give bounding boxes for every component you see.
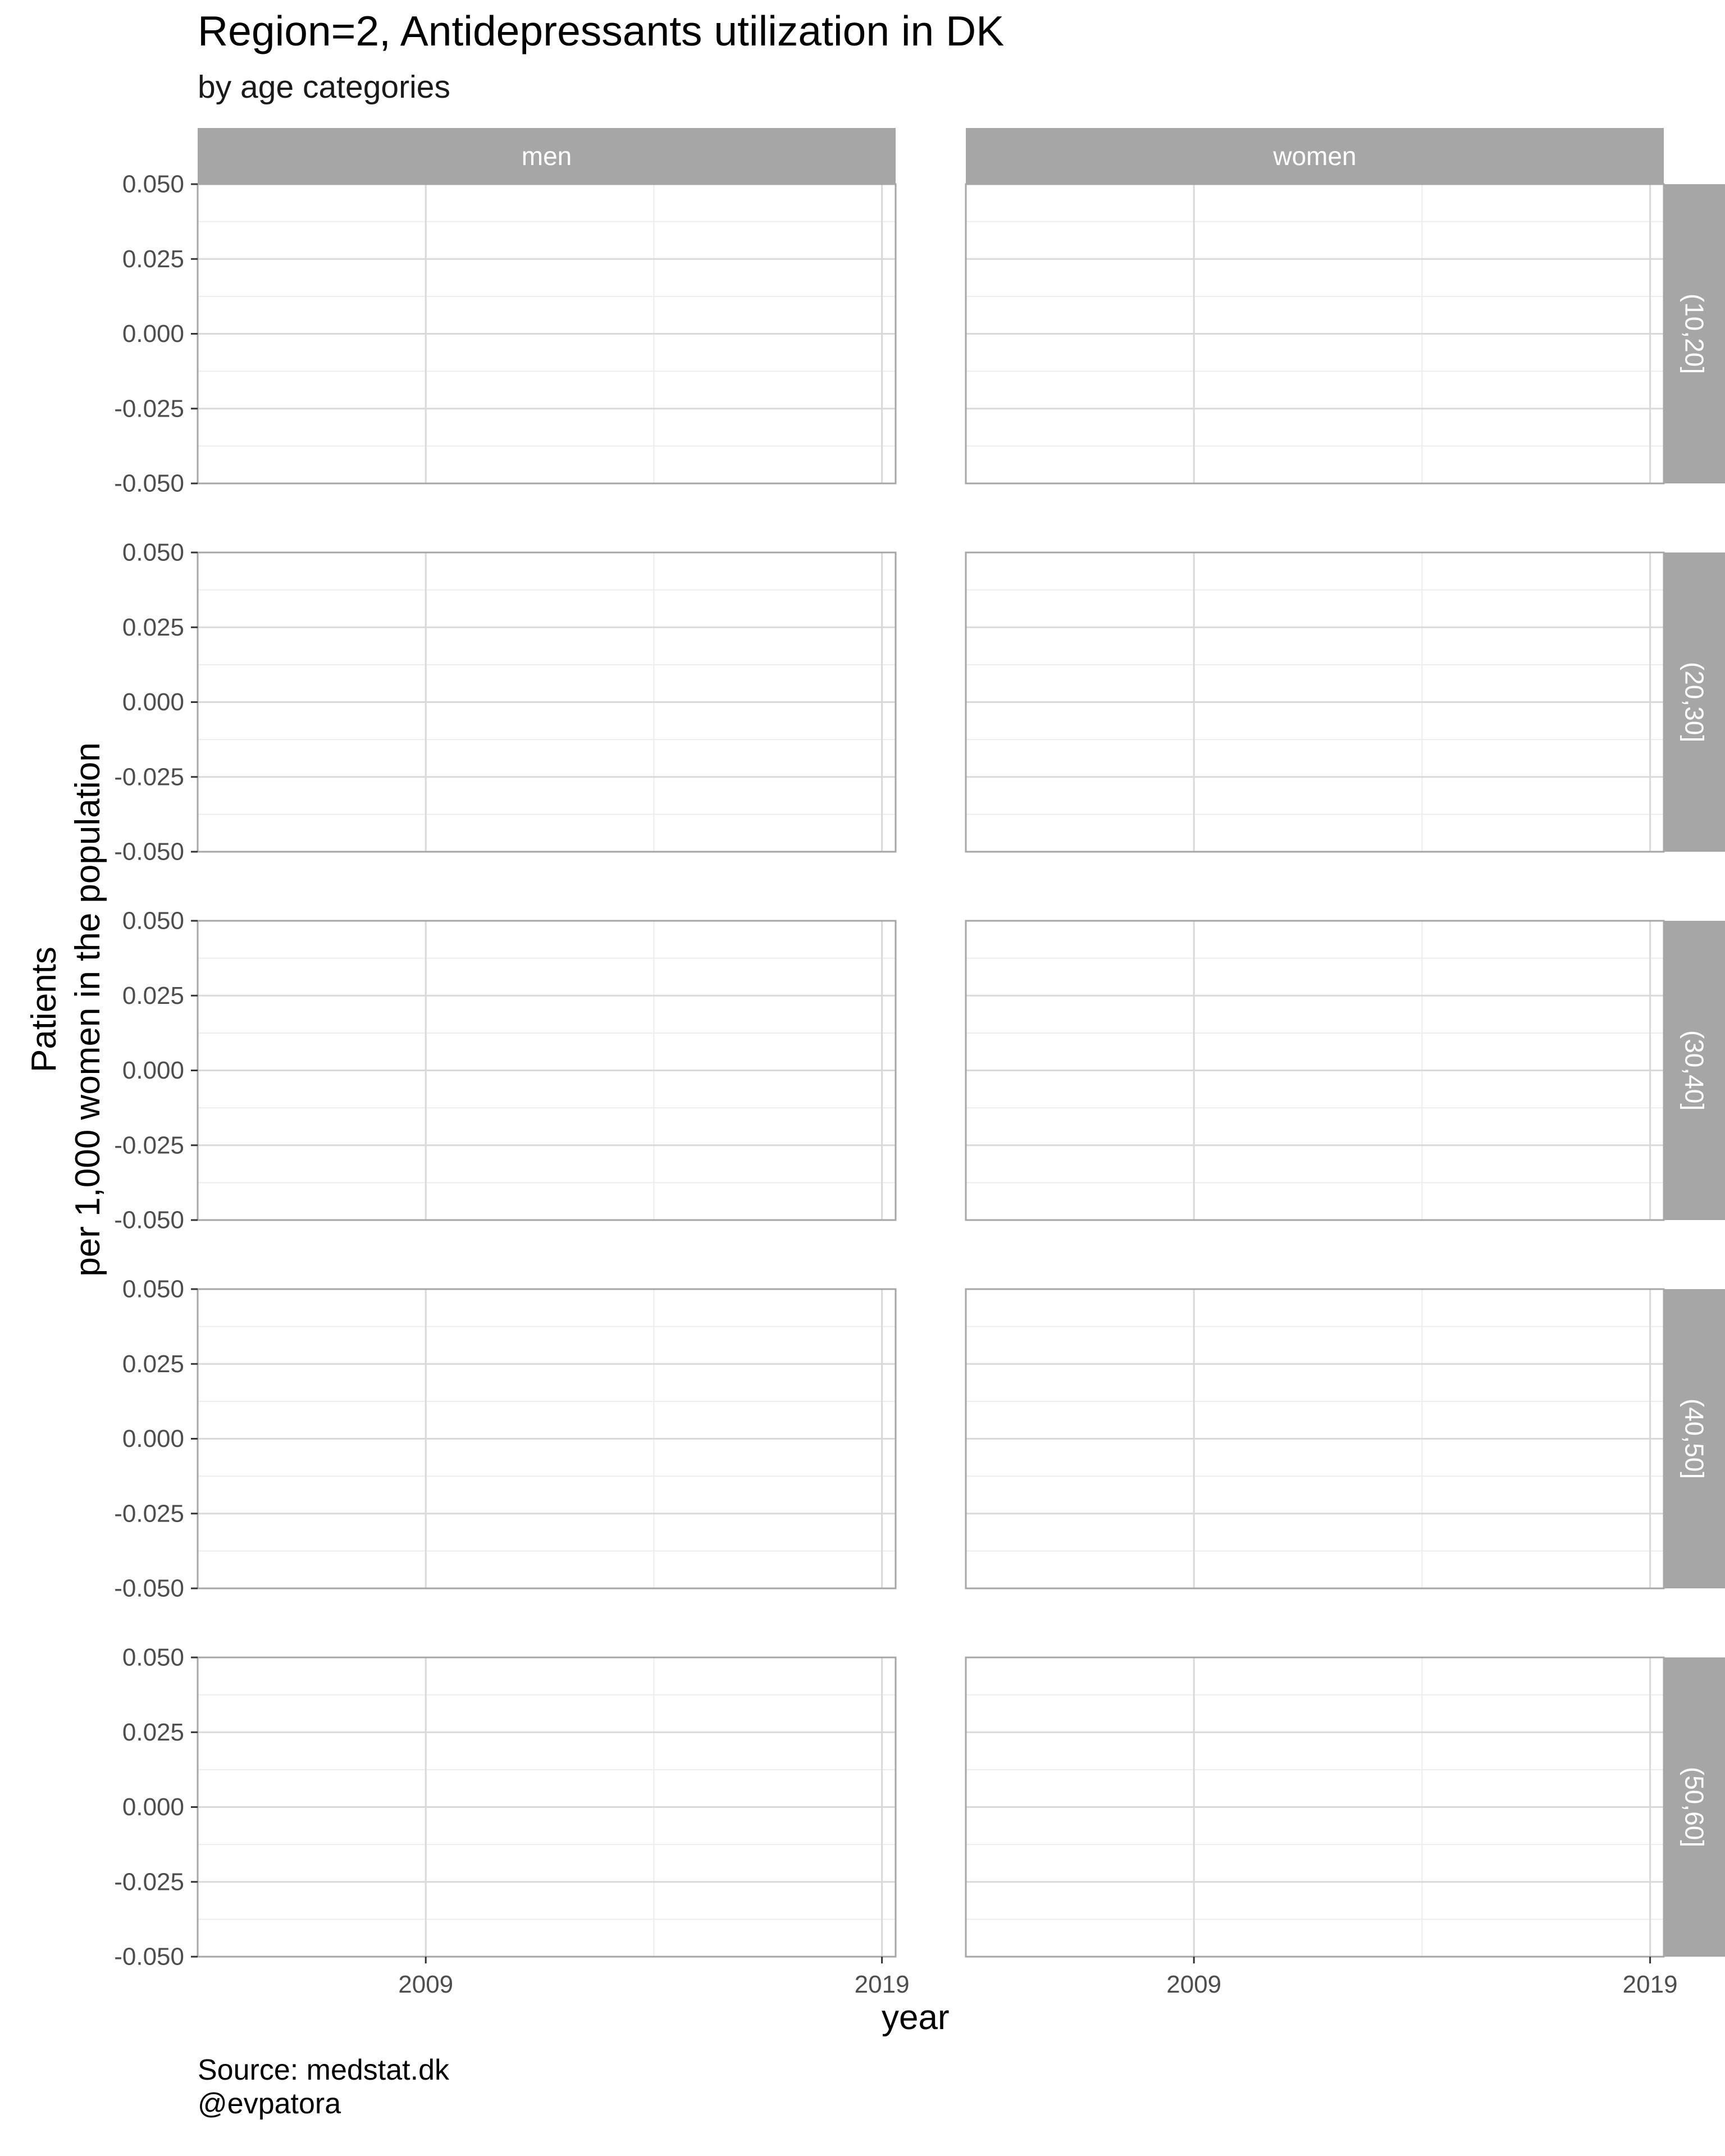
chart-title: Region=2, Antidepressants utilization in DK bbox=[198, 7, 1005, 54]
y-tick-label: 0.000 bbox=[122, 1425, 184, 1452]
panel-women-4 bbox=[966, 1657, 1678, 1998]
chart-subtitle: by age categories bbox=[198, 69, 450, 105]
y-tick-label: -0.050 bbox=[114, 1943, 184, 1971]
y-axis-label bbox=[22, 742, 110, 1276]
panel-women-0 bbox=[966, 184, 1664, 483]
caption-source: Source: medstat.dk bbox=[198, 2054, 449, 2086]
row-strip-3 bbox=[1664, 1289, 1725, 1588]
panel-women-2 bbox=[966, 921, 1664, 1220]
panel-women-1 bbox=[966, 552, 1664, 852]
x-axis-label: year bbox=[882, 1998, 950, 2037]
row-strip-label: (30,40] bbox=[1680, 1030, 1709, 1111]
y-tick-label: 0.050 bbox=[122, 1275, 184, 1303]
y-tick-label: 0.050 bbox=[122, 907, 184, 935]
column-strip-men bbox=[198, 128, 896, 184]
row-strip-2 bbox=[1664, 921, 1725, 1220]
x-tick-label: 2019 bbox=[1622, 1971, 1678, 1998]
x-tick-label: 2009 bbox=[398, 1971, 454, 1998]
column-strip-label: men bbox=[521, 141, 572, 171]
panel-men-3 bbox=[114, 1276, 896, 1602]
y-tick-label: -0.050 bbox=[114, 1206, 184, 1234]
y-tick-label: 0.025 bbox=[122, 1718, 184, 1746]
row-strip-label: (40,50] bbox=[1680, 1398, 1709, 1479]
y-tick-label: -0.025 bbox=[114, 1500, 184, 1528]
panel-men-2 bbox=[114, 907, 896, 1234]
y-tick-label: -0.050 bbox=[114, 838, 184, 866]
row-strip-label: (10,20] bbox=[1680, 293, 1709, 374]
row-strip-0 bbox=[1664, 184, 1725, 483]
panel-women-3 bbox=[966, 1289, 1664, 1588]
row-strip-4 bbox=[1664, 1657, 1725, 1957]
y-tick-label: -0.025 bbox=[114, 763, 184, 791]
y-tick-label: 0.050 bbox=[122, 1643, 184, 1671]
y-tick-label: -0.050 bbox=[114, 1574, 184, 1602]
y-tick-label: 0.000 bbox=[122, 1793, 184, 1821]
y-tick-label: -0.025 bbox=[114, 1131, 184, 1159]
row-strip-label: (50,60] bbox=[1680, 1766, 1709, 1848]
panel-men-0 bbox=[114, 171, 896, 497]
panel-men-4 bbox=[114, 1644, 909, 1999]
chart-caption bbox=[198, 2053, 449, 2121]
y-tick-label: -0.025 bbox=[114, 1868, 184, 1896]
y-tick-label: 0.000 bbox=[122, 1057, 184, 1084]
x-tick-label: 2019 bbox=[854, 1971, 910, 1998]
row-strip-1 bbox=[1664, 552, 1725, 852]
caption-handle: @evpatora bbox=[198, 2088, 341, 2120]
y-tick-label: -0.025 bbox=[114, 395, 184, 423]
y-tick-label: 0.025 bbox=[122, 245, 184, 273]
y-tick-label: 0.050 bbox=[122, 170, 184, 198]
y-tick-label: 0.025 bbox=[122, 981, 184, 1010]
column-strip-label: women bbox=[1273, 141, 1357, 171]
y-tick-label: -0.050 bbox=[114, 469, 184, 497]
column-strip-women bbox=[966, 128, 1664, 184]
y-tick-label: 0.025 bbox=[122, 613, 184, 641]
y-tick-label: 0.050 bbox=[122, 538, 184, 567]
y-tick-label: 0.000 bbox=[122, 320, 184, 348]
x-tick-label: 2009 bbox=[1166, 1971, 1222, 1998]
panel-men-1 bbox=[114, 539, 896, 866]
y-axis-label-line-1: Patients bbox=[25, 946, 63, 1073]
y-tick-label: 0.025 bbox=[122, 1350, 184, 1378]
y-tick-label: 0.000 bbox=[122, 688, 184, 716]
y-axis-label-line-2: per 1,000 women in the population bbox=[69, 742, 107, 1277]
row-strip-label: (20,30] bbox=[1680, 661, 1709, 743]
